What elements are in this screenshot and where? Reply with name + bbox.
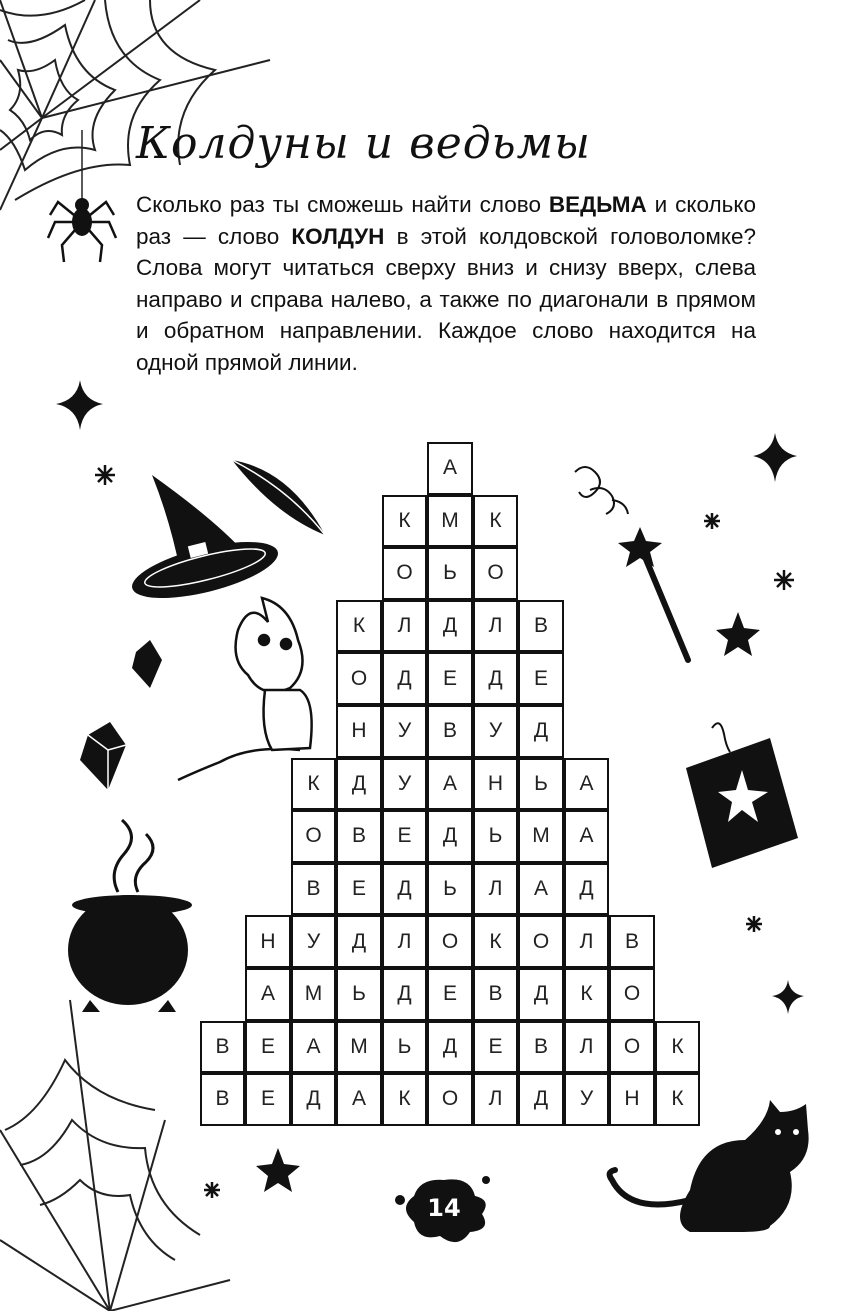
- grid-cell: А: [518, 863, 564, 916]
- grid-cell: Е: [473, 1021, 519, 1074]
- grid-cell: Ь: [427, 547, 473, 600]
- grid-cell: Д: [382, 968, 428, 1021]
- grid-cell: Л: [382, 915, 428, 968]
- grid-cell: Д: [382, 863, 428, 916]
- instructions-text-1: Сколько раз ты сможешь найти слово: [136, 192, 549, 217]
- grid-cell: Ь: [473, 810, 519, 863]
- spell-book-icon: [686, 723, 798, 868]
- grid-cell: А: [336, 1073, 382, 1126]
- grid-cell: А: [245, 968, 291, 1021]
- grid-cell: О: [609, 1021, 655, 1074]
- grid-cell: Ь: [427, 863, 473, 916]
- cauldron-icon: [68, 820, 192, 1012]
- grid-cell: А: [564, 810, 610, 863]
- page-title: Колдуны и ведьмы: [136, 118, 591, 169]
- grid-cell: К: [473, 915, 519, 968]
- witch-hat-icon: [127, 475, 283, 609]
- grid-cell: Н: [609, 1073, 655, 1126]
- grid-cell: В: [200, 1073, 246, 1126]
- magic-wand-icon: [575, 467, 688, 660]
- grid-cell: Ь: [382, 1021, 428, 1074]
- spider-web-icon: [0, 1000, 230, 1311]
- grid-cell: О: [291, 810, 337, 863]
- grid-cell: У: [382, 705, 428, 758]
- grid-cell: М: [518, 810, 564, 863]
- grid-cell: О: [609, 968, 655, 1021]
- grid-cell: А: [427, 758, 473, 811]
- grid-cell: Д: [473, 652, 519, 705]
- grid-cell: О: [336, 652, 382, 705]
- grid-cell: В: [473, 968, 519, 1021]
- grid-cell: Н: [336, 705, 382, 758]
- grid-cell: Е: [427, 968, 473, 1021]
- grid-cell: К: [564, 968, 610, 1021]
- grid-cell: В: [609, 915, 655, 968]
- grid-cell: У: [473, 705, 519, 758]
- grid-cell: К: [291, 758, 337, 811]
- grid-cell: Л: [564, 915, 610, 968]
- black-cat-icon: [610, 1100, 809, 1232]
- grid-cell: Л: [473, 600, 519, 653]
- grid-cell: Л: [564, 1021, 610, 1074]
- grid-cell: О: [518, 915, 564, 968]
- instructions-text-2: и сколько раз — слово: [136, 192, 756, 249]
- grid-cell: Е: [382, 810, 428, 863]
- grid-cell: М: [427, 495, 473, 548]
- grid-cell: А: [291, 1021, 337, 1074]
- page-number: 14: [427, 1194, 461, 1222]
- grid-cell: Д: [382, 652, 428, 705]
- grid-cell: Д: [518, 705, 564, 758]
- grid-cell: О: [427, 915, 473, 968]
- grid-cell: Д: [564, 863, 610, 916]
- grid-cell: К: [655, 1021, 701, 1074]
- grid-cell: Д: [427, 1021, 473, 1074]
- grid-cell: Д: [336, 758, 382, 811]
- instructions: [136, 189, 756, 378]
- grid-cell: В: [336, 810, 382, 863]
- spider-web-icon: [0, 0, 270, 210]
- grid-cell: Д: [427, 600, 473, 653]
- grid-cell: Д: [518, 968, 564, 1021]
- grid-cell: Н: [245, 915, 291, 968]
- grid-cell: К: [655, 1073, 701, 1126]
- cat-on-broom-icon: [178, 598, 312, 780]
- grid-cell: Е: [245, 1073, 291, 1126]
- grid-cell: О: [473, 547, 519, 600]
- grid-cell: В: [518, 600, 564, 653]
- grid-cell: Е: [518, 652, 564, 705]
- gem-icon: [80, 640, 162, 790]
- grid-cell: У: [564, 1073, 610, 1126]
- grid-cell: О: [427, 1073, 473, 1126]
- target-word-koldun: КОЛДУН: [291, 223, 385, 249]
- instructions-text-3: в этой колдовской головоломке? Слова могут читаться сверху вниз и снизу вверх, слева направо и справа налево, а также по диагонали в прямом и обратном направлении. Каждое слово находится на одной прямой линии.: [136, 223, 756, 375]
- grid-cell: М: [291, 968, 337, 1021]
- grid-cell: Н: [473, 758, 519, 811]
- grid-cell: О: [382, 547, 428, 600]
- grid-cell: К: [382, 1073, 428, 1126]
- grid-cell: В: [200, 1021, 246, 1074]
- grid-cell: Л: [473, 1073, 519, 1126]
- grid-cell: Л: [473, 863, 519, 916]
- grid-cell: В: [291, 863, 337, 916]
- grid-cell: Ь: [336, 968, 382, 1021]
- grid-cell: В: [518, 1021, 564, 1074]
- grid-cell: У: [291, 915, 337, 968]
- target-word-vedma: ВЕДЬМА: [548, 192, 647, 217]
- grid-cell: У: [382, 758, 428, 811]
- grid-cell: К: [382, 495, 428, 548]
- grid-cell: В: [427, 705, 473, 758]
- grid-cell: Д: [427, 810, 473, 863]
- grid-cell: Д: [291, 1073, 337, 1126]
- grid-cell: Е: [245, 1021, 291, 1074]
- grid-cell: А: [564, 758, 610, 811]
- grid-cell: Е: [427, 652, 473, 705]
- grid-cell: Л: [382, 600, 428, 653]
- grid-cell: М: [336, 1021, 382, 1074]
- grid-cell: К: [336, 600, 382, 653]
- feather-icon: [232, 460, 325, 535]
- grid-cell: Д: [336, 915, 382, 968]
- grid-cell: Д: [518, 1073, 564, 1126]
- grid-cell: А: [427, 442, 473, 495]
- grid-cell: Е: [336, 863, 382, 916]
- grid-cell: К: [473, 495, 519, 548]
- grid-cell: Ь: [518, 758, 564, 811]
